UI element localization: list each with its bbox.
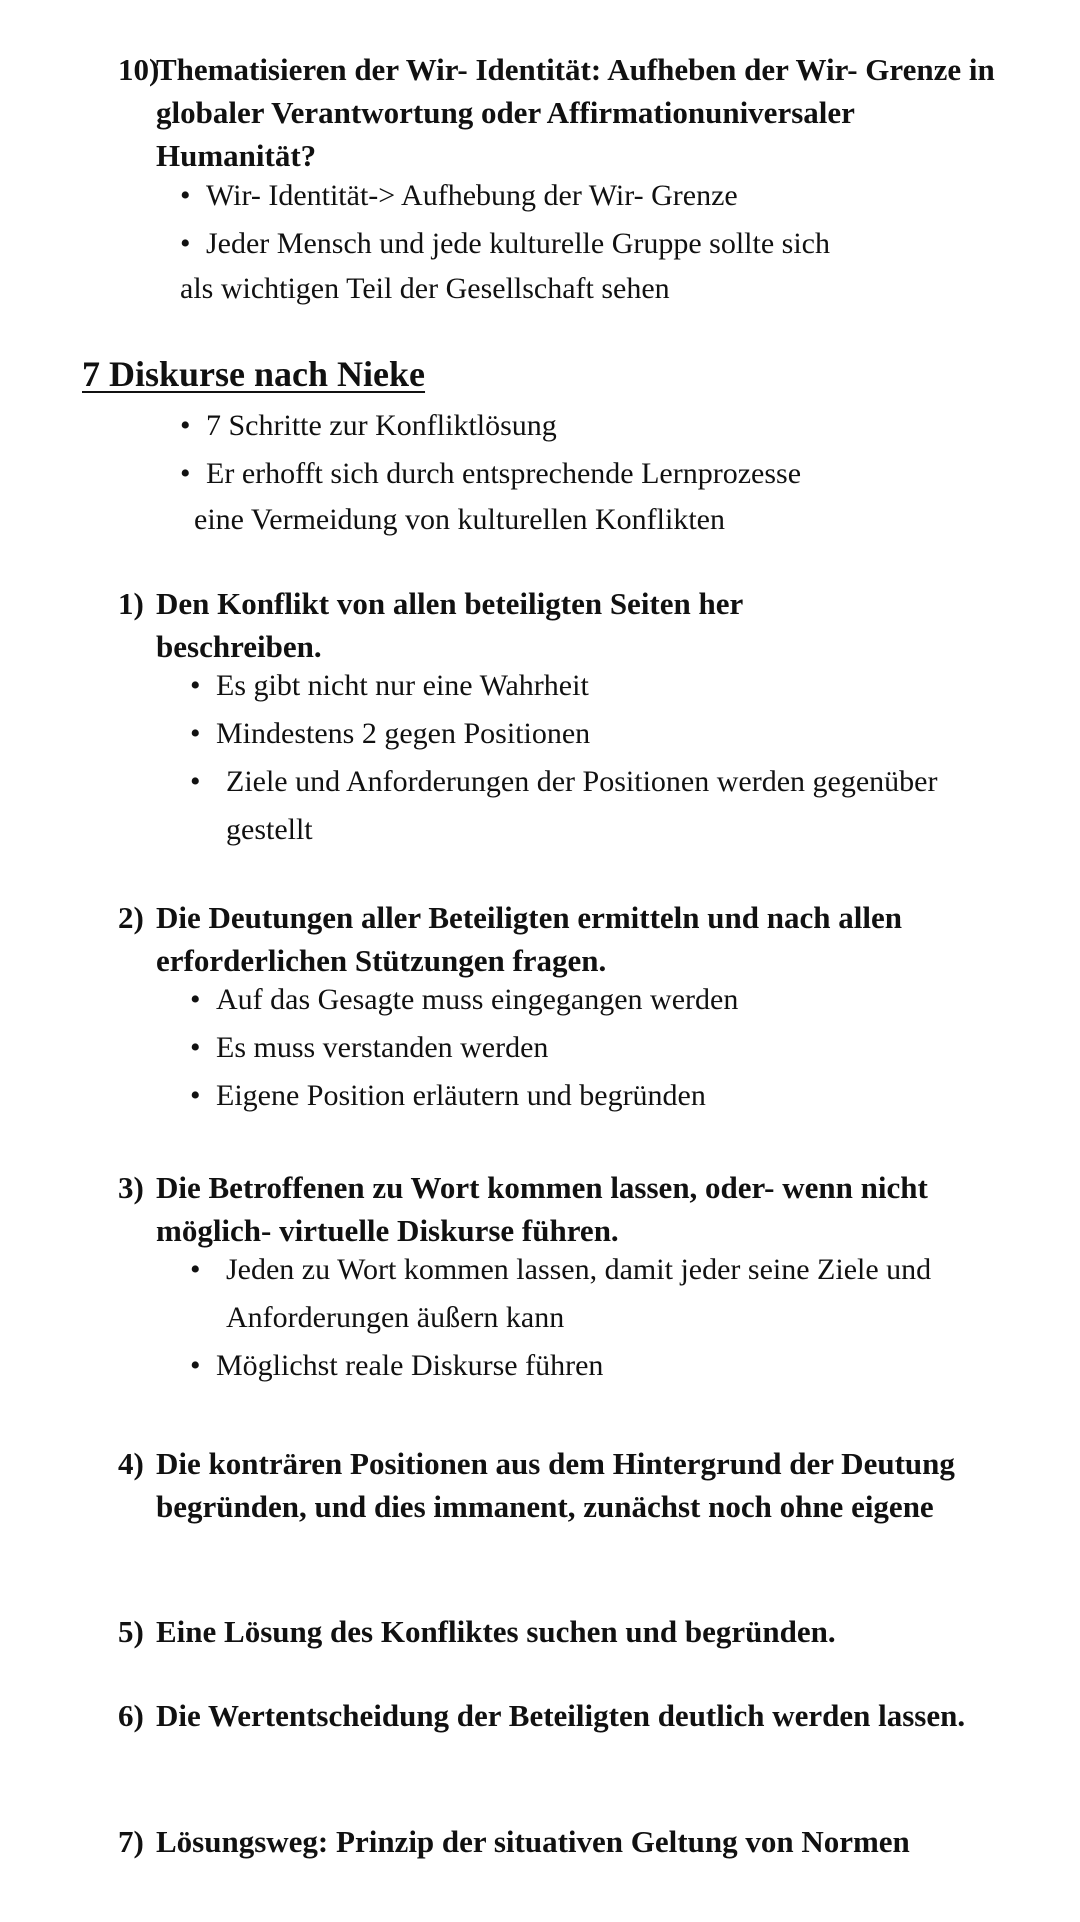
section-bullets: [180, 402, 1020, 498]
step-3-bullets: [190, 1246, 950, 1390]
step-heading-text: Die Wertentscheidung der Beteiligten deutlich werden lassen.: [156, 1698, 966, 1733]
bullet-icon: •: [180, 227, 191, 260]
list-item: • Jeder Mensch und jede kulturelle Gruppe sollte sich: [180, 220, 1020, 268]
list-item: • 7 Schritte zur Konfliktlösung: [180, 402, 1020, 450]
list-item: • Eigene Position erläutern und begründen: [190, 1072, 1010, 1120]
step-1-bullets: [190, 662, 950, 854]
list-item: • Mindestens 2 gegen Positionen: [190, 710, 950, 758]
step-heading-text: Die Betroffenen zu Wort kommen lassen, oder- wenn nicht möglich- virtuelle Diskurse führen.: [156, 1170, 928, 1248]
bullet-icon: •: [180, 457, 191, 490]
list-item: • Es gibt nicht nur eine Wahrheit: [190, 662, 950, 710]
list-item: • Auf das Gesagte muss eingegangen werden: [190, 976, 1010, 1024]
step-number: 7): [118, 1824, 144, 1859]
item-number: 10): [118, 52, 160, 87]
step-heading-text: Die Deutungen aller Beteiligten ermitteln und nach allen erforderlichen Stützungen fragen.: [156, 900, 902, 978]
item-heading-text: Thematisieren der Wir- Identität: Aufheben der Wir- Grenze in globaler Verantwortung oder Affirmationuniversaler Humanität?: [156, 52, 995, 173]
bullet-icon: •: [190, 1349, 201, 1382]
step-number: 4): [118, 1446, 144, 1481]
bullet-icon: •: [190, 983, 201, 1016]
step-2-heading: [118, 896, 1018, 982]
list-item: • Er erhofft sich durch entsprechende Lernprozesse: [180, 450, 1020, 498]
bullet-icon: •: [190, 669, 201, 702]
list-item: • Wir- Identität-> Aufhebung der Wir- Grenze: [180, 172, 1020, 220]
step-1-heading: [118, 582, 908, 668]
step-heading-text: Den Konflikt von allen beteiligten Seiten her beschreiben.: [156, 586, 743, 664]
list-item: • Ziele und Anforderungen der Positionen werden gegenüber gestellt: [190, 758, 950, 854]
step-7-heading: [118, 1820, 918, 1863]
bullet-icon: •: [180, 409, 191, 442]
list-item: • Jeden zu Wort kommen lassen, damit jeder seine Ziele und Anforderungen äußern kann: [190, 1246, 950, 1342]
step-4-heading: [118, 1442, 1018, 1528]
step-number: 1): [118, 586, 144, 621]
item-10-bullets: [180, 172, 1020, 268]
step-3-heading: [118, 1166, 1018, 1252]
step-heading-text: Die konträren Positionen aus dem Hintergrund der Deutung begründen, und dies immanent, zunächst noch ohne eigene: [156, 1446, 955, 1524]
step-number: 3): [118, 1170, 144, 1205]
step-heading-text: Eine Lösung des Konfliktes suchen und begründen.: [156, 1614, 836, 1649]
item-10-continuation: als wichtigen Teil der Gesellschaft sehen: [180, 272, 670, 305]
step-5-heading: [118, 1610, 1018, 1653]
bullet-icon: •: [180, 179, 191, 212]
list-item: • Es muss verstanden werden: [190, 1024, 1010, 1072]
section-title: 7 Diskurse nach Nieke: [82, 354, 426, 394]
item-10-heading: [118, 48, 1018, 177]
bullet-icon: •: [190, 1031, 201, 1064]
bullet-icon: •: [190, 1253, 201, 1286]
bullet-icon: •: [190, 765, 201, 798]
bullet-icon: •: [190, 1079, 201, 1112]
step-6-heading: [118, 1694, 1018, 1737]
step-2-bullets: [190, 976, 1010, 1120]
step-heading-text: Lösungsweg: Prinzip der situativen Geltung von Normen: [156, 1824, 910, 1859]
step-number: 2): [118, 900, 144, 935]
step-number: 6): [118, 1698, 144, 1733]
list-item: • Möglichst reale Diskurse führen: [190, 1342, 950, 1390]
step-number: 5): [118, 1614, 144, 1649]
section-continuation: eine Vermeidung von kulturellen Konflikten: [194, 503, 725, 536]
bullet-icon: •: [190, 717, 201, 750]
